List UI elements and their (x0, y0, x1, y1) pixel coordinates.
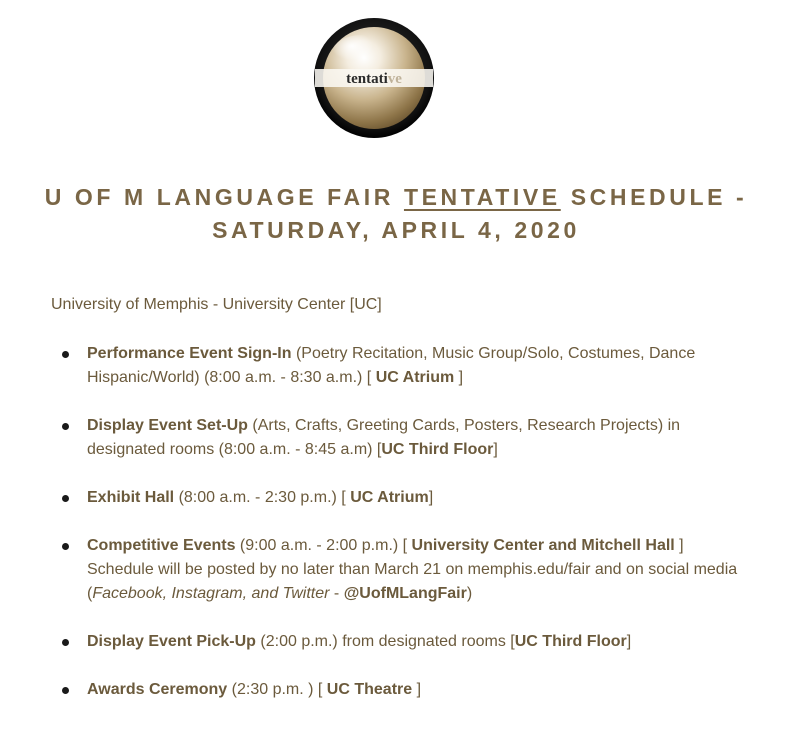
event-end: ) (466, 585, 473, 602)
title-line-2: SATURDAY, APRIL 4, 2020 (212, 217, 580, 243)
venue-line: University of Memphis - University Center [UC] (51, 296, 382, 313)
event-closing: ] (493, 441, 498, 458)
list-item (0, 486, 792, 510)
bullet-icon (62, 495, 69, 502)
bullet-icon (62, 543, 69, 550)
event-title: Competitive Events (87, 537, 236, 554)
tentative-logo-badge (313, 17, 435, 139)
event-details: (2:30 p.m. ) [ (227, 681, 327, 698)
page-title (0, 181, 792, 247)
list-item (0, 678, 792, 702)
event-details: (Poetry Recitation, Music Group/Solo, Costumes, Dance Hispanic/World) (8:00 a.m. - 8:30 a.m.) [ (87, 345, 696, 386)
event-details: (9:00 a.m. - 2:00 p.m.) [ (235, 537, 412, 554)
event-details: (2:00 p.m.) from designated rooms [ (255, 633, 515, 650)
event-details: (8:00 a.m. - 2:30 p.m.) [ (174, 489, 351, 506)
event-location: UC Atrium (375, 369, 455, 386)
event-title: Display Event Set-Up (87, 417, 248, 434)
bullet-icon (62, 639, 69, 646)
title-line-1 (0, 181, 792, 214)
title-tentative: TENTATIVE (403, 184, 561, 210)
bullet-icon (62, 687, 69, 694)
title-suffix: SCHEDULE - (560, 184, 748, 210)
logo-text-accent: ve (387, 71, 402, 87)
event-title: Awards Ceremony (87, 681, 228, 698)
event-details: (Arts, Crafts, Greeting Cards, Posters, Research Projects) in designated rooms (8:00 a.m. - 8:45 a.m) [ (87, 417, 681, 458)
list-item (0, 630, 792, 654)
event-location: UC Atrium (350, 489, 429, 506)
event-title: Exhibit Hall (87, 489, 175, 506)
logo-text-main: tentati (346, 71, 388, 87)
list-item (0, 414, 792, 462)
bullet-icon (62, 423, 69, 430)
event-closing: ] (454, 369, 464, 386)
list-item (0, 342, 792, 390)
event-title: Display Event Pick-Up (87, 633, 256, 650)
event-location: UC Third Floor (381, 441, 494, 458)
event-closing: ] (428, 489, 434, 506)
list-item (0, 534, 792, 606)
event-closing: ] (626, 633, 632, 650)
social-handle: @UofMLangFair (343, 585, 467, 602)
bullet-icon (62, 351, 69, 358)
event-closing: ] Schedule will be posted by no later than March 21 on memphis.edu/fair and on social media ( (87, 537, 738, 602)
social-dash: - (329, 585, 344, 602)
event-location: UC Theatre (326, 681, 413, 698)
tentative-logo (313, 17, 435, 139)
event-list (0, 342, 792, 726)
event-location: University Center and Mitchell Hall (411, 537, 675, 554)
title-prefix: U OF M LANGUAGE FAIR (44, 184, 404, 210)
event-title: Performance Event Sign-In (87, 345, 292, 362)
event-location: UC Third Floor (514, 633, 627, 650)
event-closing: ] (412, 681, 422, 698)
social-platforms: Facebook, Instagram, and Twitter (92, 585, 330, 602)
svg-text:tentative (346, 71, 402, 87)
